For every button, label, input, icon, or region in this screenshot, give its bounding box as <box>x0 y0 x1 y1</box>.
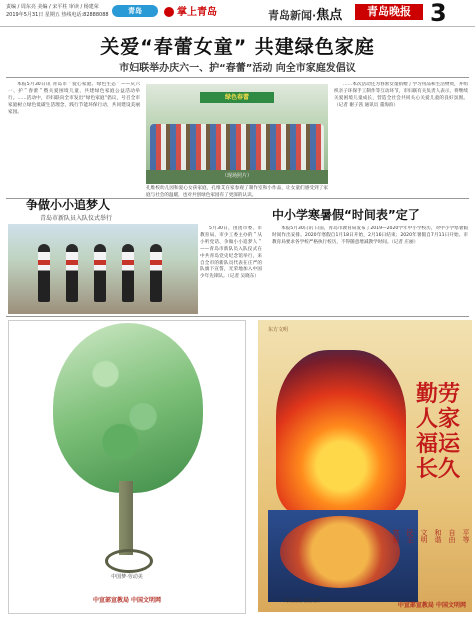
core-value: 和谐 <box>434 529 442 543</box>
main-headline: 关爱“春蕾女童” 共建绿色家庭 <box>100 36 375 58</box>
poster-note: 中国梦·劳动美 <box>111 574 143 580</box>
article1-photo <box>146 84 328 184</box>
section-name: 焦点 <box>316 8 343 23</box>
article1-col3 <box>334 82 468 194</box>
poster-footer: 中宣部宣教局 中国文明网 <box>397 602 466 609</box>
photo-scarf <box>66 260 78 265</box>
section-label <box>268 4 342 23</box>
header-meta-line: 责编 / 周东亮 美编 / 宋平柱 审读 / 杨建荣 <box>6 4 99 10</box>
page-number: 3 <box>430 0 447 27</box>
core-value: 自由 <box>448 529 456 543</box>
divider <box>6 316 469 317</box>
plate-illustration <box>280 516 400 588</box>
photo-figure <box>94 244 106 302</box>
poster-tree <box>8 320 246 614</box>
article2-title: 争做小小追梦人 <box>26 198 111 212</box>
photo-scarf <box>38 260 50 265</box>
photo-scarf <box>94 260 106 265</box>
photo-figure <box>150 244 162 302</box>
article1-text: ……本次活动还为春蕾女童捐赠了学习用品和生活物资，并组织亲子环保手工制作等互动环节，市妇联有关负责人表示，将继续关爱困境儿童成长，营造全社会共同关心关爱儿童的良好氛围。（记者 谢子茜 通讯员 董海滨） <box>334 82 468 108</box>
app-logo: 青岛 <box>112 5 158 17</box>
poster-family <box>258 320 472 612</box>
photo-scarf <box>150 260 162 265</box>
newspaper-brand: 青岛晚报 <box>355 4 423 20</box>
article2-subtitle: 青岛市新队员入队仪式举行 <box>40 215 113 222</box>
page-header <box>0 0 475 27</box>
tree-illustration <box>53 323 203 493</box>
article1-col1 <box>8 82 140 190</box>
article2-text: 5月30日，由团市委、市教育局、市少工委主办的＂从小听党话、争做小小追梦人＂——青岛市新队员入队仪式在中共青岛党史纪念馆举行，来自全市的新队员代表在庄严的队旗下宣誓，光荣地加入中国少年先锋队。（记者 吴晓东） <box>200 226 262 280</box>
header-meta-line: 2019年5月31日 星期五 热线电话:82888088 <box>6 12 109 18</box>
article1-text: 本报5月30日讯 青岛市＂爱心家庭、绿色生态＂——庆六一、护＂春蕾＂暨关爱困境儿童、共建绿色家庭公益活动举行。……活动中，市妇联向全市发出“绿色家庭”倡议，号召全市家庭树立绿色低碳生活理念，践行节能环保行动，共同建设美丽家园。 <box>8 82 140 115</box>
article1-caption: 孔维校幼儿园和爱心女孩家庭，孔维艾在家参观了制作室和小作品，让女童们感受到了家庭与社会的温暖，也对共创绿色家园有了更深的认识。 <box>146 186 328 198</box>
article2-photo <box>8 224 198 314</box>
photo-banner: 绿色春蕾 <box>200 92 274 103</box>
article3-body <box>272 226 468 314</box>
section-prefix: 青岛新闻· <box>268 9 317 22</box>
trumpet-illustration <box>105 549 153 573</box>
poster-title: 勤劳人家 福运长久 <box>415 381 460 482</box>
main-subhead: 市妇联举办庆六一、护“春蕾”活动 向全市家庭发倡议 <box>119 63 356 74</box>
article2-body <box>200 226 262 314</box>
core-value: 平等 <box>462 529 470 543</box>
photo-scarf <box>122 260 134 265</box>
article3-text: 本报5月30日讯 日前，青岛市教育局发布了2019—2020学年中小学校历，对中小学寒暑假时间作出安排。2020年寒假自1月18日开始，2月16日结束；2020年暑假自7月11日开始。市教育局要求各学校严格执行校历，不得随意增减教学时间。（记者 庄丽） <box>272 226 468 245</box>
portal-logo-text: 掌上青岛 <box>177 7 217 18</box>
divider <box>6 77 469 78</box>
core-value: 民主 <box>406 529 414 543</box>
photo-figure <box>122 244 134 302</box>
core-values <box>386 486 470 586</box>
poster-credit: 河南画院 任伯宏作 <box>284 599 322 604</box>
poster-footer: 中宣部宣教局 中国文明网 <box>92 597 162 604</box>
tree-trunk <box>119 481 133 555</box>
core-value: 文明 <box>420 529 428 543</box>
article3-title: 中小学寒暑假“时间表”定了 <box>272 208 420 222</box>
core-value: 富强 <box>392 529 400 543</box>
portal-logo <box>164 3 217 18</box>
photo-caption: （现场照片） <box>221 173 252 179</box>
portal-logo-icon <box>164 7 174 17</box>
photo-figure <box>38 244 50 302</box>
photo-figure <box>66 244 78 302</box>
poster-corner: 东方文明 <box>268 327 289 333</box>
